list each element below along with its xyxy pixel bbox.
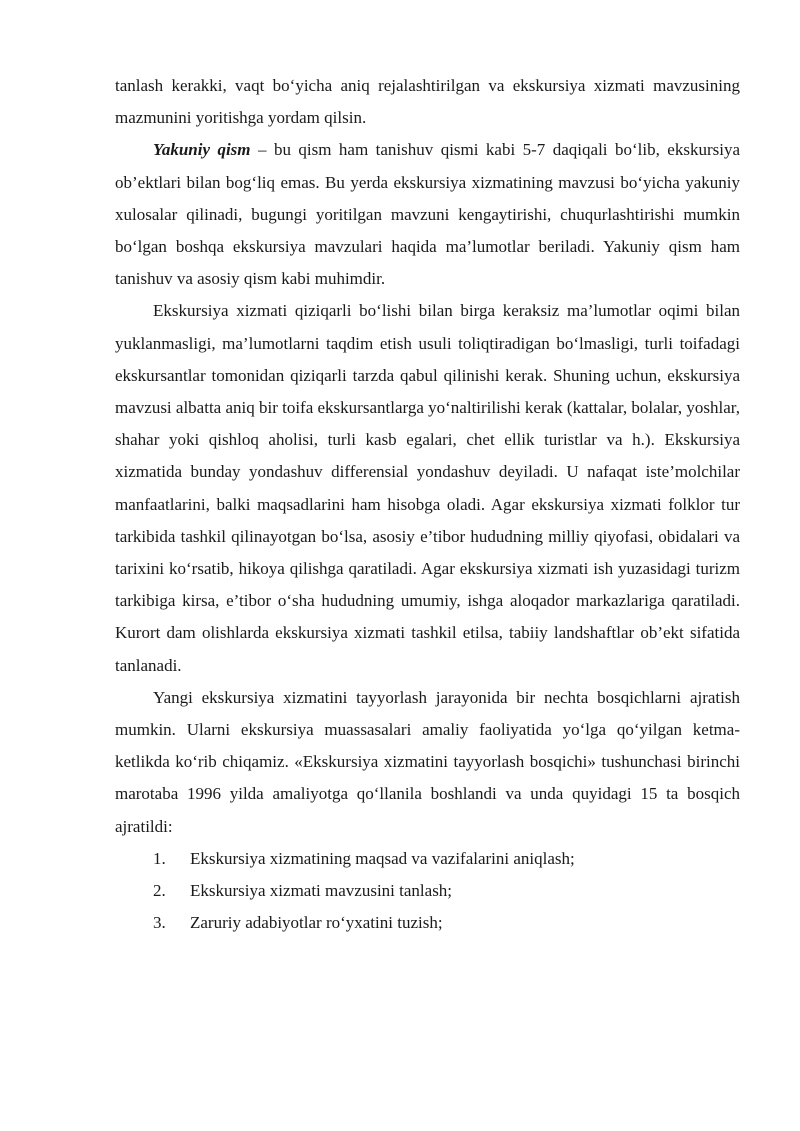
- stages-list: [115, 843, 740, 940]
- list-item-number: 1.: [153, 848, 166, 868]
- final-part-text: – bu qism ham tanishuv qismi kabi 5-7 daqiqali bo‘lib, ekskursiya ob’ektlari bilan bog‘liq emas. Bu yerda ekskursiya xizmatining mavzusi bo‘yicha yakuniy xulosalar qilinadi, bugungi yoritilgan mavzuni kengaytirishi, chuqurlashtirishi mumkin bo‘lgan boshqa ekskursiya mavzulari haqida ma’lumotlar beriladi. Yakuniy qism ham tanishuv va asosiy qism kabi muhimdir.: [115, 140, 740, 289]
- list-item-number: 2.: [153, 881, 166, 901]
- list-item: [115, 907, 740, 939]
- paragraph-intro-continuation: tanlash kerakki, vaqt bo‘yicha aniq rejalashtirilgan va ekskursiya xizmati mavzusining mazmunini yoritishga yordam qilsin.: [115, 76, 740, 128]
- list-item: [115, 843, 740, 875]
- paragraph-differential-approach: Ekskursiya xizmati qiziqarli bo‘lishi bilan birga keraksiz ma’lumotlar oqimi bilan yuklanmasligi, ma’lumotlarni taqdim etish usuli toliqtiradigan bo‘lmasligi, turli toifadagi ekskursantlar tomonidan qiziqarli tarzda qabul qilinishi kerak. Shuning uchun, ekskursiya mavzusi albatta aniq bir toifa ekskursantlarga yo‘naltirilishi kerak (kattalar, bolalar, yoshlar, shahar yoki qishloq aholisi, turli kasb egalari, chet ellik turistlar va h.). Ekskursiya xizmatida bunday yondashuv differensial yondashuv deyiladi. U nafaqat iste’molchilar manfaatlarini, balki maqsadlarini ham hisobga oladi. Agar ekskursiya xizmati folklor tur tarkibida tashkil qilinayotgan bo‘lsa, asosiy e’tibor hududning milliy qiyofasi, obidalari va tarixini ko‘rsatib, hikoya qilishga qaratiladi. Agar ekskursiya xizmati ish yuzasidagi turizm tarkibiga kirsa, e’tibor o‘sha hududning umumiy, ishga aloqador markazlariga qaratiladi. Kurort dam olishlarda ekskursiya xizmati tashkil etilsa, tabiiy landshaftlar ob’ekt sifatida tanlanadi.: [115, 301, 741, 675]
- document-page: [115, 70, 740, 939]
- list-item-text: Zaruriy adabiyotlar ro‘yxatini tuzish;: [190, 913, 443, 933]
- paragraph-final-part: [115, 134, 740, 295]
- list-item-text: Ekskursiya xizmati mavzusini tanlash;: [190, 881, 453, 901]
- list-item: [115, 875, 740, 907]
- final-part-heading: Yakuniy qism: [153, 140, 251, 160]
- list-item-text: Ekskursiya xizmatining maqsad va vazifalarini aniqlash;: [190, 848, 575, 868]
- list-item-number: 3.: [153, 913, 166, 933]
- paragraph-preparation-stages: Yangi ekskursiya xizmatini tayyorlash jarayonida bir nechta bosqichlarni ajratish mumkin. Ularni ekskursiya muassasalari amaliy faoliyatida yo‘lga qo‘yilgan ketma-ketlikda ko‘rib chiqamiz. «Ekskursiya xizmatini tayyorlash bosqichi» tushunchasi birinchi marotaba 1996 yilda amaliyotga qo‘llanila boshlandi va unda quyidagi 15 ta bosqich ajratildi:: [115, 687, 740, 836]
